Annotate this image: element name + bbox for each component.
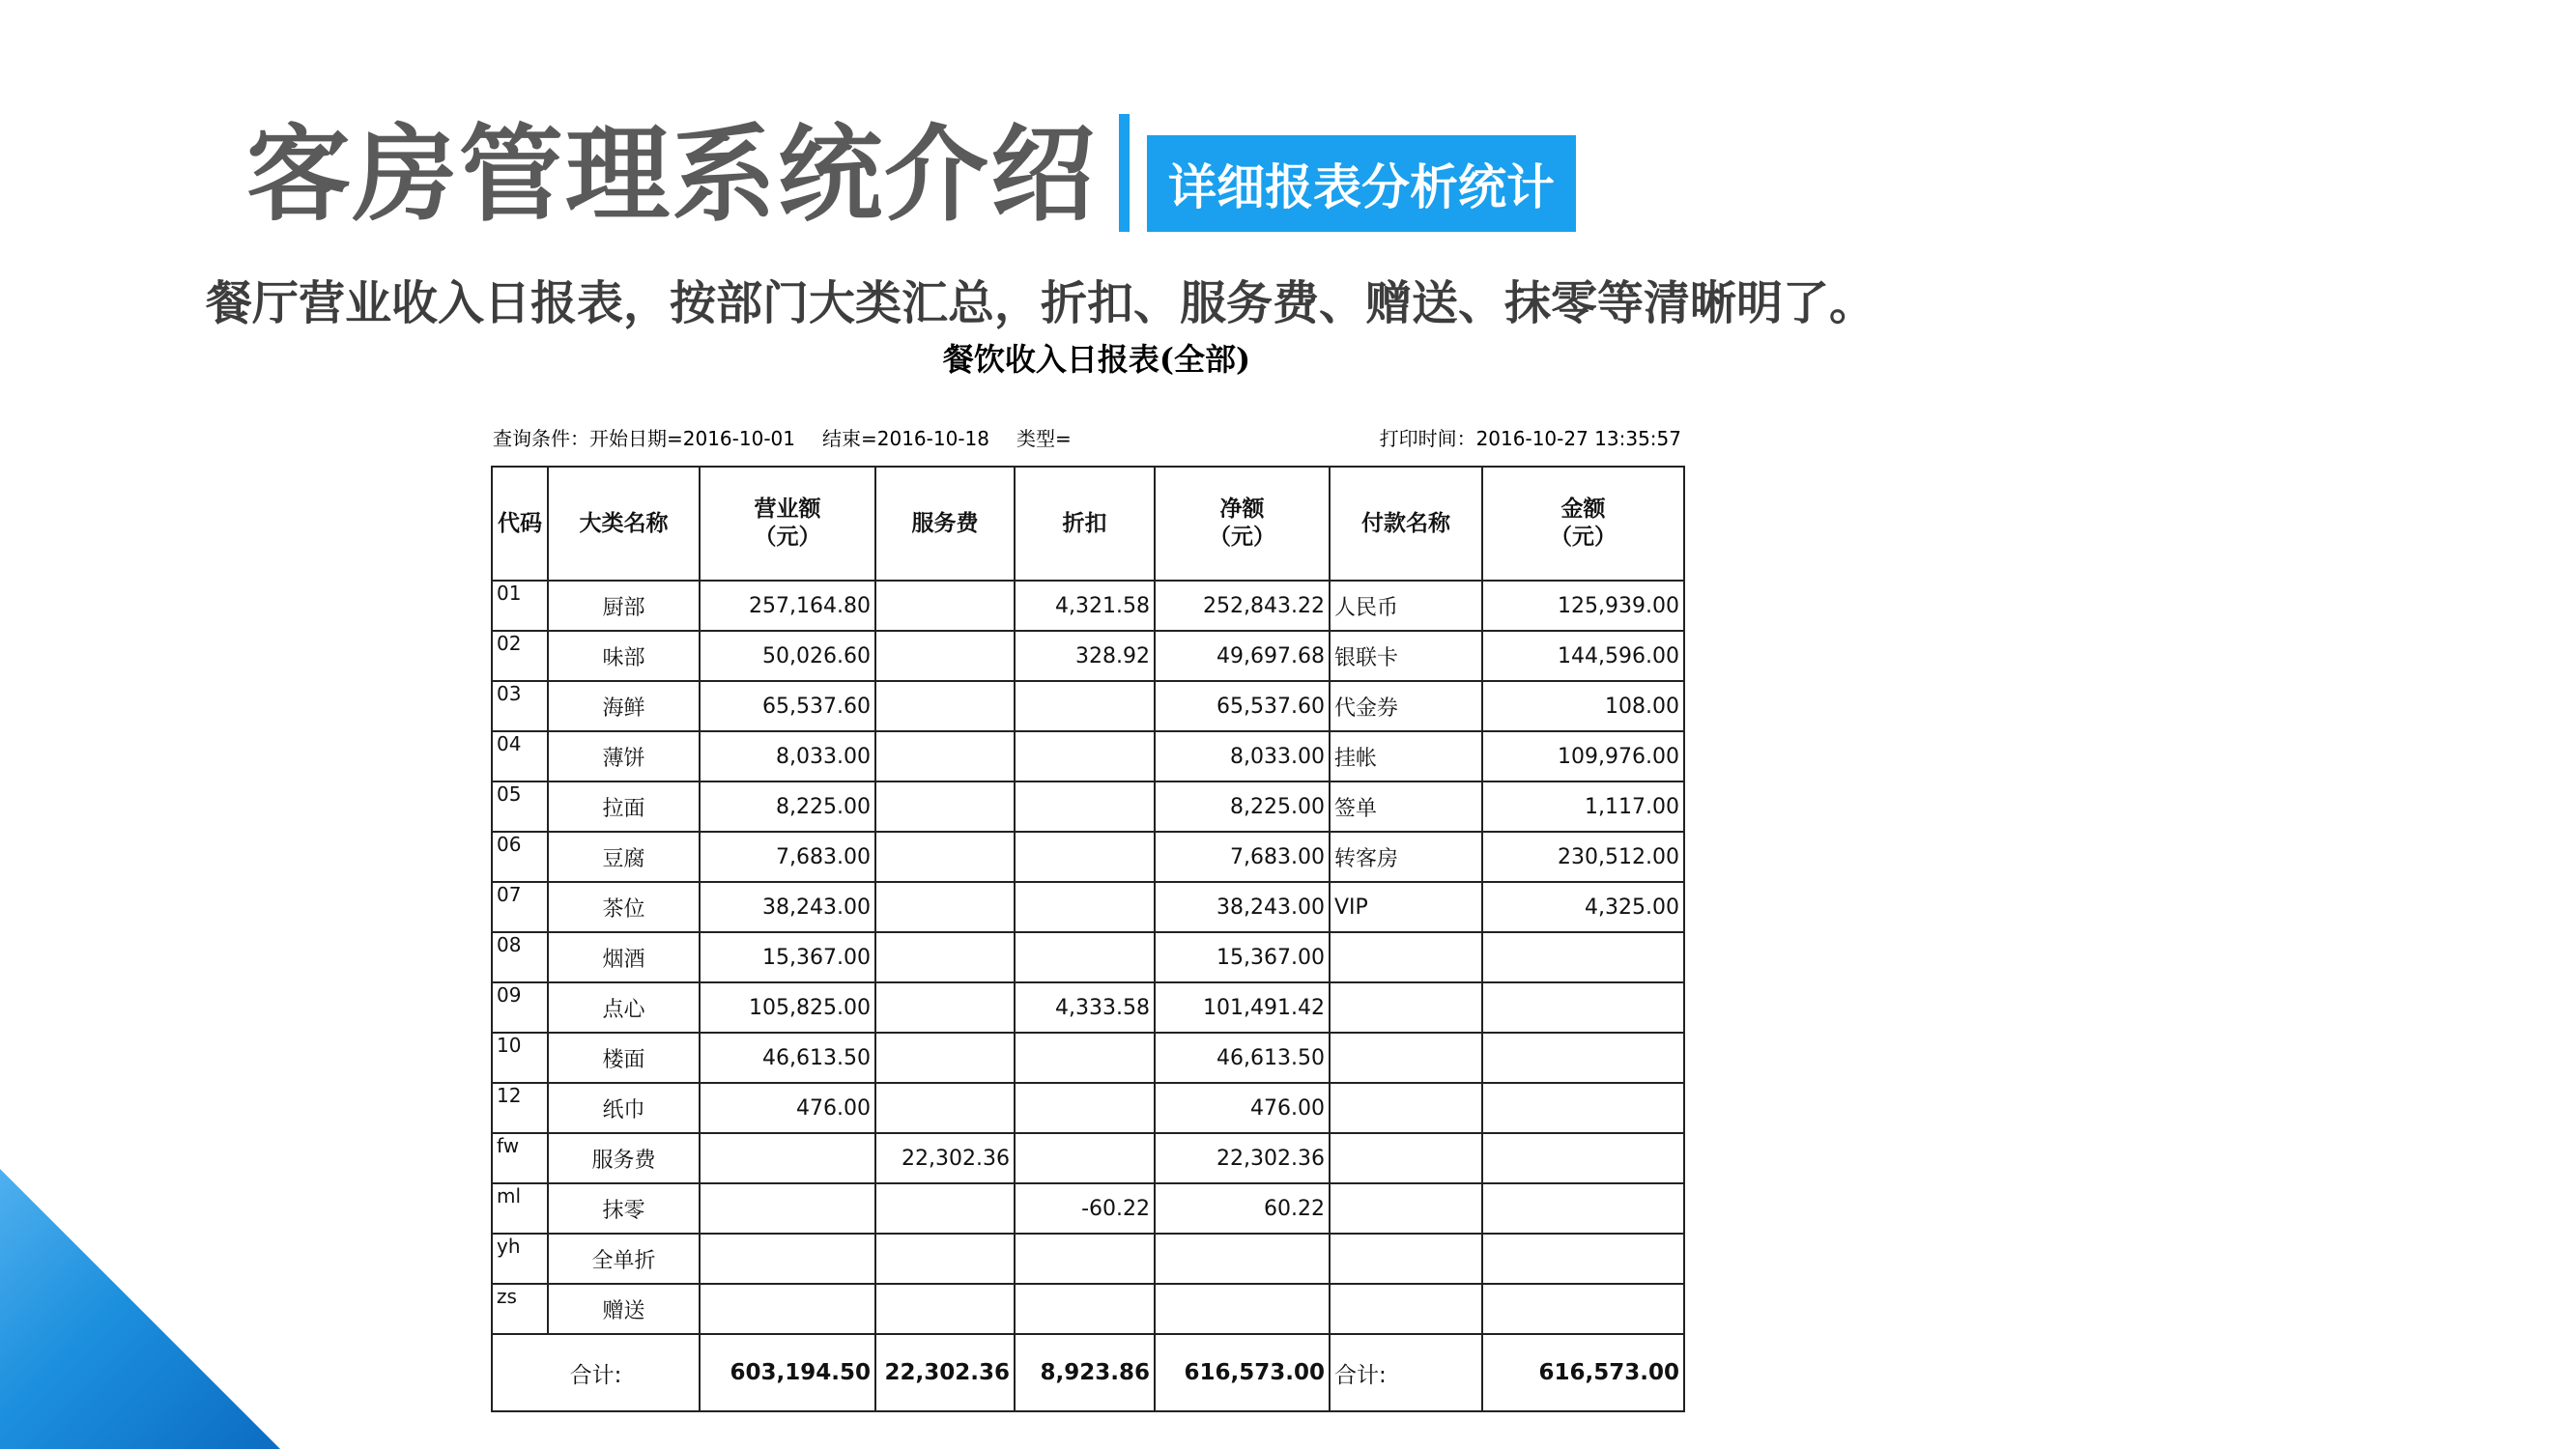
table-row <box>492 681 1684 731</box>
cell-category: 薄饼 <box>548 731 700 781</box>
cell-amount: 4,325.00 <box>1482 882 1684 932</box>
cell-amount: 125,939.00 <box>1482 581 1684 631</box>
cell-revenue: 50,026.60 <box>700 631 875 681</box>
cell-code: yh <box>492 1234 548 1284</box>
cell-net: 46,613.50 <box>1155 1033 1330 1083</box>
cell-revenue <box>700 1284 875 1334</box>
cell-payment <box>1330 1083 1482 1133</box>
cell-revenue: 65,537.60 <box>700 681 875 731</box>
cell-category: 海鲜 <box>548 681 700 731</box>
col-header-category: 大类名称 <box>548 467 700 581</box>
cell-revenue: 46,613.50 <box>700 1033 875 1083</box>
table-row <box>492 731 1684 781</box>
col-header-amount: 金额 （元） <box>1482 467 1684 581</box>
col-header-net: 净额 （元） <box>1155 467 1330 581</box>
cell-category: 楼面 <box>548 1033 700 1083</box>
total-service: 22,302.36 <box>875 1334 1015 1411</box>
cell-net: 252,843.22 <box>1155 581 1330 631</box>
cell-service <box>875 731 1015 781</box>
cell-amount <box>1482 1183 1684 1234</box>
cell-payment: 转客房 <box>1330 832 1482 882</box>
cell-amount: 108.00 <box>1482 681 1684 731</box>
cell-code: 01 <box>492 581 548 631</box>
cell-net: 22,302.36 <box>1155 1133 1330 1183</box>
cell-revenue: 476.00 <box>700 1083 875 1133</box>
cell-revenue <box>700 1183 875 1234</box>
cell-net <box>1155 1234 1330 1284</box>
table-row <box>492 1183 1684 1234</box>
cell-discount <box>1015 731 1155 781</box>
cell-service <box>875 1083 1015 1133</box>
cell-category: 服务费 <box>548 1133 700 1183</box>
cell-service: 22,302.36 <box>875 1133 1015 1183</box>
table-row <box>492 932 1684 982</box>
corner-decoration <box>0 1169 280 1449</box>
cell-code: 07 <box>492 882 548 932</box>
cell-payment: 代金券 <box>1330 681 1482 731</box>
cell-discount <box>1015 1133 1155 1183</box>
cell-net <box>1155 1284 1330 1334</box>
cell-discount <box>1015 882 1155 932</box>
cell-service <box>875 982 1015 1033</box>
table-row <box>492 882 1684 932</box>
cell-code: 10 <box>492 1033 548 1083</box>
cell-code: 05 <box>492 781 548 832</box>
col-header-payment: 付款名称 <box>1330 467 1482 581</box>
cell-code: 04 <box>492 731 548 781</box>
table-row <box>492 581 1684 631</box>
cell-amount <box>1482 932 1684 982</box>
cell-discount <box>1015 832 1155 882</box>
cell-payment <box>1330 1133 1482 1183</box>
total-amount: 616,573.00 <box>1482 1334 1684 1411</box>
total-revenue: 603,194.50 <box>700 1334 875 1411</box>
cell-revenue: 38,243.00 <box>700 882 875 932</box>
cell-discount <box>1015 1284 1155 1334</box>
cell-net: 15,367.00 <box>1155 932 1330 982</box>
cell-code: fw <box>492 1133 548 1183</box>
cell-service <box>875 581 1015 631</box>
cell-category: 味部 <box>548 631 700 681</box>
cell-amount: 144,596.00 <box>1482 631 1684 681</box>
cell-category: 抹零 <box>548 1183 700 1234</box>
col-header-code: 代码 <box>492 467 548 581</box>
cell-amount: 109,976.00 <box>1482 731 1684 781</box>
print-time: 打印时间：2016-10-27 13:35:57 <box>1379 427 1681 450</box>
cell-payment <box>1330 1183 1482 1234</box>
cell-payment <box>1330 982 1482 1033</box>
cell-category: 拉面 <box>548 781 700 832</box>
cell-discount <box>1015 932 1155 982</box>
cell-payment: 挂帐 <box>1330 731 1482 781</box>
table-row <box>492 1133 1684 1183</box>
cell-service <box>875 1234 1015 1284</box>
title-divider <box>1119 114 1130 232</box>
cell-amount: 230,512.00 <box>1482 832 1684 882</box>
cell-category: 点心 <box>548 982 700 1033</box>
report-title: 餐饮收入日报表(全部) <box>942 341 1251 378</box>
cell-amount <box>1482 1133 1684 1183</box>
col-header-revenue: 营业额 （元） <box>700 467 875 581</box>
cell-revenue: 8,033.00 <box>700 731 875 781</box>
table-header-row <box>492 467 1684 581</box>
table-row <box>492 1033 1684 1083</box>
cell-amount <box>1482 1033 1684 1083</box>
cell-code: 06 <box>492 832 548 882</box>
cell-payment <box>1330 1234 1482 1284</box>
table-row <box>492 1083 1684 1133</box>
cell-service <box>875 882 1015 932</box>
cell-net: 65,537.60 <box>1155 681 1330 731</box>
cell-revenue <box>700 1133 875 1183</box>
slide-title: 客房管理系统介绍 <box>246 115 1098 236</box>
cell-service <box>875 932 1015 982</box>
table-body <box>492 581 1684 1334</box>
cell-payment: VIP <box>1330 882 1482 932</box>
cell-net: 101,491.42 <box>1155 982 1330 1033</box>
cell-code: 08 <box>492 932 548 982</box>
cell-net: 8,033.00 <box>1155 731 1330 781</box>
cell-discount: -60.22 <box>1015 1183 1155 1234</box>
cell-category: 茶位 <box>548 882 700 932</box>
cell-net: 7,683.00 <box>1155 832 1330 882</box>
cell-category: 豆腐 <box>548 832 700 882</box>
cell-revenue: 7,683.00 <box>700 832 875 882</box>
query-type: 类型= <box>1016 427 1072 450</box>
cell-net: 60.22 <box>1155 1183 1330 1234</box>
report-table <box>491 466 1685 1412</box>
cell-revenue: 105,825.00 <box>700 982 875 1033</box>
cell-amount <box>1482 1284 1684 1334</box>
total-net: 616,573.00 <box>1155 1334 1330 1411</box>
cell-payment: 人民币 <box>1330 581 1482 631</box>
cell-discount <box>1015 1083 1155 1133</box>
cell-payment: 签单 <box>1330 781 1482 832</box>
table-row <box>492 982 1684 1033</box>
cell-service <box>875 1284 1015 1334</box>
total-label: 合计: <box>492 1334 700 1411</box>
cell-amount <box>1482 1083 1684 1133</box>
cell-net: 476.00 <box>1155 1083 1330 1133</box>
cell-service <box>875 1183 1015 1234</box>
cell-code: zs <box>492 1284 548 1334</box>
cell-revenue: 15,367.00 <box>700 932 875 982</box>
query-end: 结束=2016-10-18 <box>822 427 989 450</box>
cell-code: 02 <box>492 631 548 681</box>
cell-category: 全单折 <box>548 1234 700 1284</box>
cell-payment <box>1330 1033 1482 1083</box>
query-start: 查询条件：开始日期=2016-10-01 <box>493 427 795 450</box>
col-header-service: 服务费 <box>875 467 1015 581</box>
cell-code: ml <box>492 1183 548 1234</box>
cell-revenue: 257,164.80 <box>700 581 875 631</box>
section-tag: 详细报表分析统计 <box>1147 135 1576 232</box>
cell-code: 09 <box>492 982 548 1033</box>
total-row <box>492 1334 1684 1411</box>
cell-discount <box>1015 681 1155 731</box>
cell-discount <box>1015 1033 1155 1083</box>
cell-discount <box>1015 781 1155 832</box>
cell-amount <box>1482 1234 1684 1284</box>
cell-category: 烟酒 <box>548 932 700 982</box>
cell-category: 纸巾 <box>548 1083 700 1133</box>
cell-discount: 4,321.58 <box>1015 581 1155 631</box>
total-payment-label: 合计: <box>1330 1334 1482 1411</box>
cell-net: 8,225.00 <box>1155 781 1330 832</box>
cell-revenue: 8,225.00 <box>700 781 875 832</box>
cell-discount: 4,333.58 <box>1015 982 1155 1033</box>
table-row <box>492 781 1684 832</box>
slide-subtitle: 餐厅营业收入日报表，按部门大类汇总，折扣、服务费、赠送、抹零等清晰明了。 <box>206 276 1876 330</box>
col-header-discount: 折扣 <box>1015 467 1155 581</box>
table-row <box>492 1284 1684 1334</box>
cell-category: 厨部 <box>548 581 700 631</box>
cell-service <box>875 781 1015 832</box>
cell-net: 49,697.68 <box>1155 631 1330 681</box>
cell-service <box>875 1033 1015 1083</box>
total-discount: 8,923.86 <box>1015 1334 1155 1411</box>
cell-code: 03 <box>492 681 548 731</box>
cell-payment: 银联卡 <box>1330 631 1482 681</box>
cell-code: 12 <box>492 1083 548 1133</box>
cell-revenue <box>700 1234 875 1284</box>
cell-payment <box>1330 1284 1482 1334</box>
cell-amount <box>1482 982 1684 1033</box>
table-row <box>492 1234 1684 1284</box>
cell-discount <box>1015 1234 1155 1284</box>
cell-service <box>875 681 1015 731</box>
table-row <box>492 631 1684 681</box>
cell-service <box>875 631 1015 681</box>
cell-net: 38,243.00 <box>1155 882 1330 932</box>
cell-discount: 328.92 <box>1015 631 1155 681</box>
cell-payment <box>1330 932 1482 982</box>
cell-amount: 1,117.00 <box>1482 781 1684 832</box>
table-row <box>492 832 1684 882</box>
cell-service <box>875 832 1015 882</box>
query-conditions <box>493 423 1681 451</box>
cell-category: 赠送 <box>548 1284 700 1334</box>
